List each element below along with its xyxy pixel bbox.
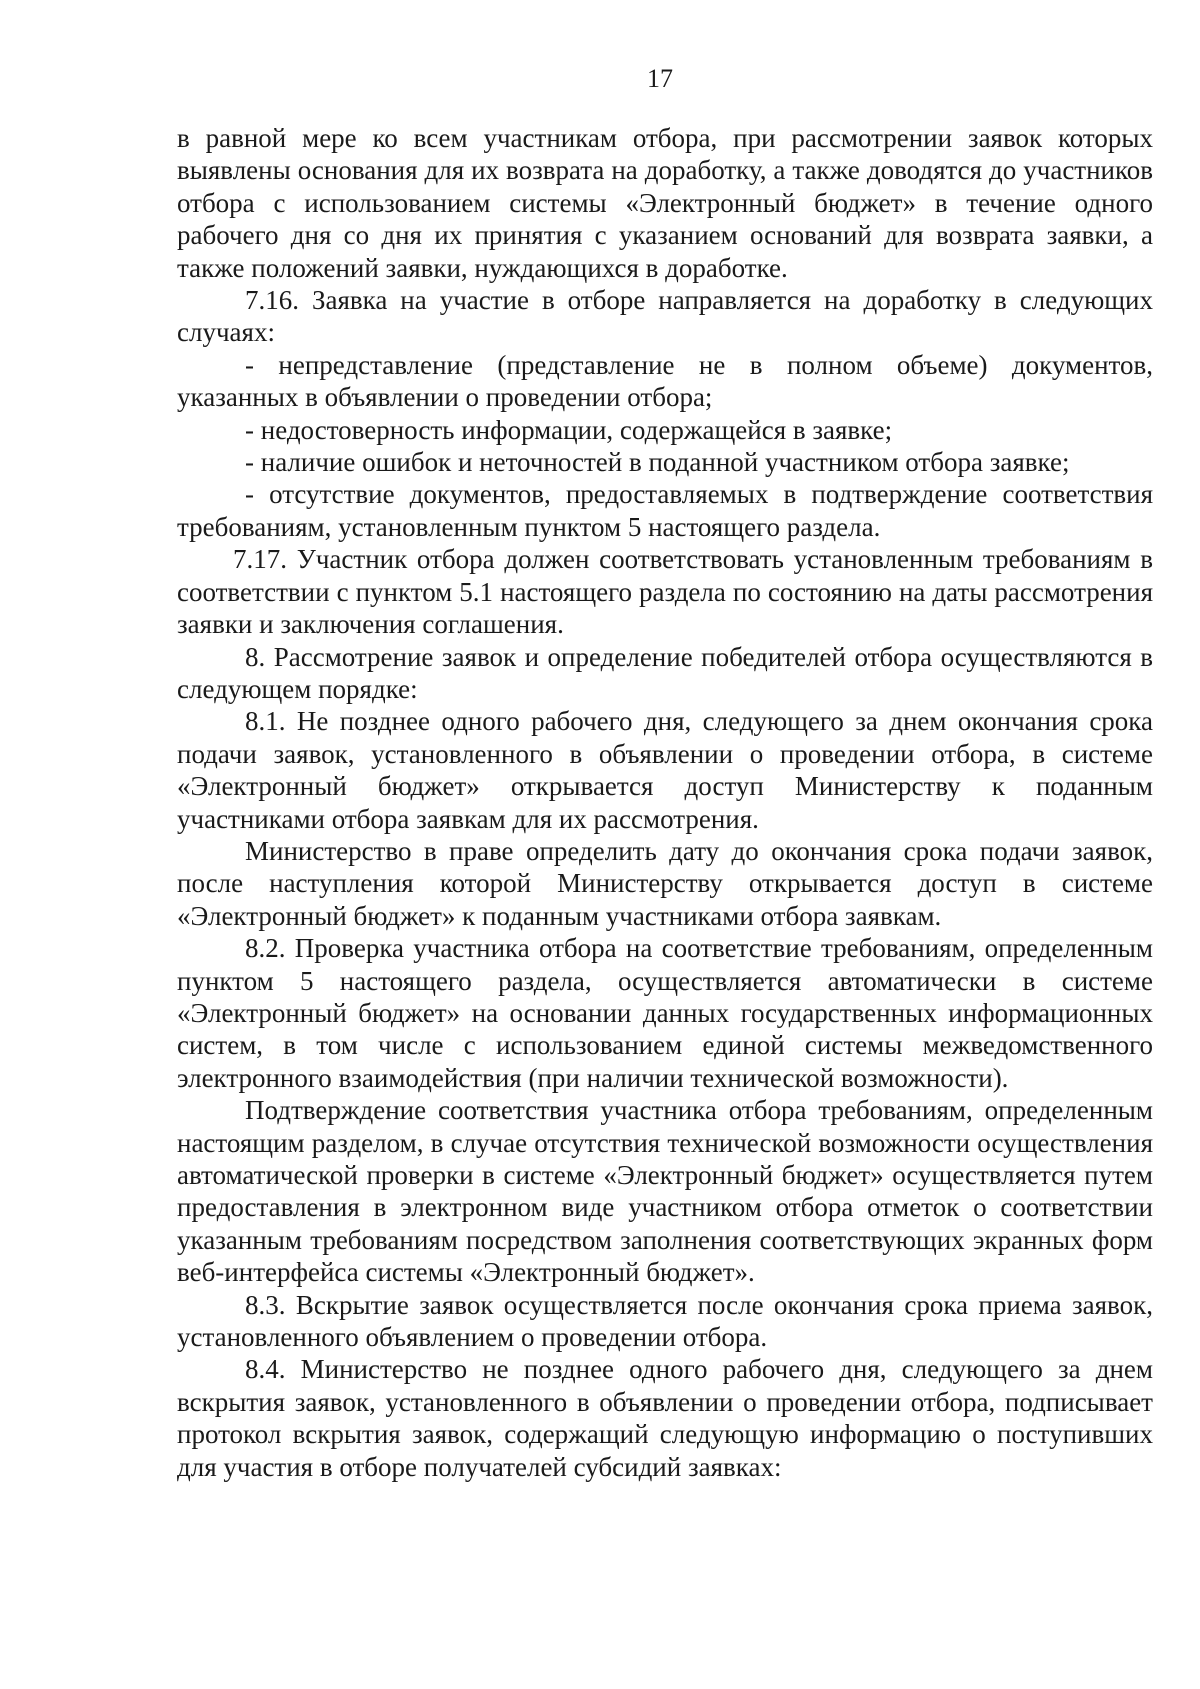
list-item-unreliable-info: - недостоверность информации, содержащейся в заявке; (245, 414, 893, 445)
list-item-nonsubmission: - непредставление (представление не в полном объеме) документов, указанных в объявлении о проведении отбора; (177, 349, 1153, 413)
paragraph-continuation: в равной мере ко всем участникам отбора, при рассмотрении заявок которых выявлены основания для их возврата на доработку, а также доводятся до участников отбора с использованием системы «Электронный бюджет» в течение одного рабочего дня со дня их принятия с указанием оснований для возврата заявки, а также положений заявки, нуждающихся в доработке. (177, 123, 1153, 283)
paragraph-8-3: 8.3. Вскрытие заявок осуществляется после окончания срока приема заявок, установленного объявлением о проведении отбора. (177, 1289, 1153, 1353)
document-body (177, 122, 1153, 1483)
page-number: 17 (647, 64, 673, 93)
list-item-missing-documents: - отсутствие документов, предоставляемых в подтверждение соответствия требованиям, установленным пунктом 5 настоящего раздела. (177, 479, 1153, 542)
paragraph-8-4: 8.4. Министерство не позднее одного рабочего дня, следующего за днем вскрытия заявок, установленного в объявлении о проведении отбора, подписывает протокол вскрытия заявок, содержащий следующую информацию о поступивших для участия в отборе получателей субсидий заявках: (177, 1354, 1153, 1482)
paragraph-7-16: 7.16. Заявка на участие в отборе направляется на доработку в следующих случаях: (177, 285, 1153, 348)
paragraph-7-17: 7.17. Участник отбора должен соответствовать установленным требованиям в соответствии с пунктом 5.1 настоящего раздела по состоянию на даты рассмотрения заявки и заключения соглашения. (177, 544, 1153, 640)
list-item-errors: - наличие ошибок и неточностей в поданной участником отбора заявке; (245, 447, 1070, 478)
paragraph-8-1: 8.1. Не позднее одного рабочего дня, следующего за днем окончания срока подачи заявок, установленного в объявлении о проведении отбора, в системе «Электронный бюджет» открывается доступ Министерству к поданным участниками отбора заявкам для их рассмотрения. (177, 706, 1153, 834)
paragraph-8: 8. Рассмотрение заявок и определение победителей отбора осуществляются в следующем порядке: (177, 641, 1153, 704)
paragraph-8-2: 8.2. Проверка участника отбора на соответствие требованиям, определенным пунктом 5 настоящего раздела, осуществляется автоматически в системе «Электронный бюджет» на основании данных государственных информационных систем, в том числе с использованием единой системы межведомственного электронного взаимодействия (при наличии технической возможности). (177, 933, 1153, 1093)
paragraph-ministry-date: Министерство в праве определить дату до окончания срока подачи заявок, после наступления которой Министерству открывается доступ в системе «Электронный бюджет» к поданным участниками отбора заявкам. (177, 835, 1153, 931)
paragraph-confirmation: Подтверждение соответствия участника отбора требованиям, определенным настоящим разделом, в случае отсутствия технической возможности осуществления автоматической проверки в системе «Электронный бюджет» осуществляется путем предоставления в электронном виде участником отбора отметок о соответствии указанным требованиям посредством заполнения соответствующих экранных форм веб-интерфейса системы «Электронный бюджет». (177, 1095, 1153, 1288)
